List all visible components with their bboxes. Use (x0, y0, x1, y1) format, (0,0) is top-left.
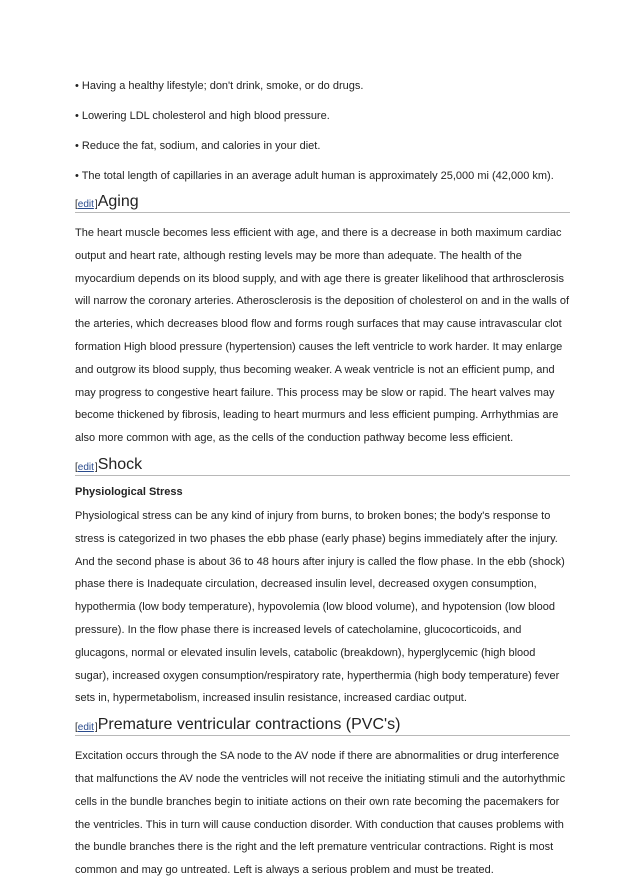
edit-link[interactable]: edit (77, 199, 94, 210)
section-heading-pvc (75, 716, 570, 736)
edit-bracket-open: [ (75, 461, 78, 473)
section-title: Premature ventricular contractions (PVC's) (97, 716, 401, 734)
edit-link-wrapper (75, 462, 98, 474)
edit-bracket-close: ] (94, 199, 98, 210)
section-heading-shock (75, 456, 570, 476)
section-paragraph-aging: The heart muscle becomes less efficient with age, and there is a decrease in both maximum cardiac output and heart rate, although resting levels may be more than adequate. The health of the myocardium depends on its blood supply, and with age there is greater likelihood that arthrosclerosis will narrow the coronary arteries. Atherosclerosis is the deposition of cholesterol on and in the walls of the arteries, which decreases blood flow and forms rough surfaces that may cause intravascular clot formation High blood pressure (hypertension) causes the left ventricle to work harder. It may enlarge and outgrow its blood supply, thus becoming weaker. A weak ventricle is not an efficient pump, and may progress to congestive heart failure. This process may be slow or rapid. The heart valves may become thickened by fibrosis, leading to heart murmurs and less efficient pumping. Arrhythmias are also more common with age, as the cells of the conduction pathway become less efficient. (75, 227, 570, 445)
edit-bracket-close: ] (94, 722, 98, 734)
bullet-item: • Having a healthy lifestyle; don't drink, smoke, or do drugs. (75, 80, 364, 92)
bullet-item: • Reduce the fat, sodium, and calories in your diet. (75, 140, 321, 152)
edit-link[interactable]: edit (77, 461, 94, 473)
section-title: Shock (97, 455, 143, 473)
edit-link-wrapper (75, 722, 98, 734)
edit-link-wrapper (75, 199, 98, 211)
edit-bracket-open: [ (75, 722, 78, 734)
edit-bracket-open: [ (75, 199, 78, 210)
bullet-list (75, 80, 570, 183)
section-paragraph-pvc: Excitation occurs through the SA node to the AV node if there are abnormalities or drug interference that malfunctions the AV node the ventricles will not receive the initiating stimuli and the autorhythmic cells in the bundle branches begin to initiate actions on their own rate becoming the pacemakers for the ventricles. This in turn will cause conduction disorder. With conduction that causes problems with the bundle branches there is the right and the left premature ventricular contractions. Right is most common and may go untreated. Left is always a serious problem and must be treated. (75, 750, 566, 877)
subheading: Physiological Stress (75, 485, 183, 498)
section-heading-aging (75, 193, 570, 213)
section-title: Aging (97, 193, 139, 210)
edit-link[interactable]: edit (77, 722, 94, 734)
edit-bracket-close: ] (94, 461, 98, 473)
section-paragraph-shock: Physiological stress can be any kind of injury from burns, to broken bones; the body's response to stress is categorized in two phases the ebb phase (early phase) begins immediately after the injury. And the second phase is about 36 to 48 hours after injury is called the flow phase. In the ebb (shock) phase there is Inadequate circulation, decreased insulin level, decreased oxygen consumption, hypothermia (low body temperature), hypovolemia (low blood volume), and hypotension (low blood pressure). In the flow phase there is increased levels of catecholamine, glucocorticoids, and glucagons, normal or elevated insulin levels, catabolic (breakdown), hyperglycemic (high blood sugar), increased oxygen consumption/respiratory rate, hyperthermia (high body temperature) fever sets in, hypermetabolism, increased insulin resistance, increased cardiac output. (75, 509, 565, 705)
bullet-item: • Lowering LDL cholesterol and high blood pressure. (75, 110, 330, 122)
bullet-item: • The total length of capillaries in an average adult human is approximately 25,000 mi (42,000 km). (75, 170, 554, 182)
